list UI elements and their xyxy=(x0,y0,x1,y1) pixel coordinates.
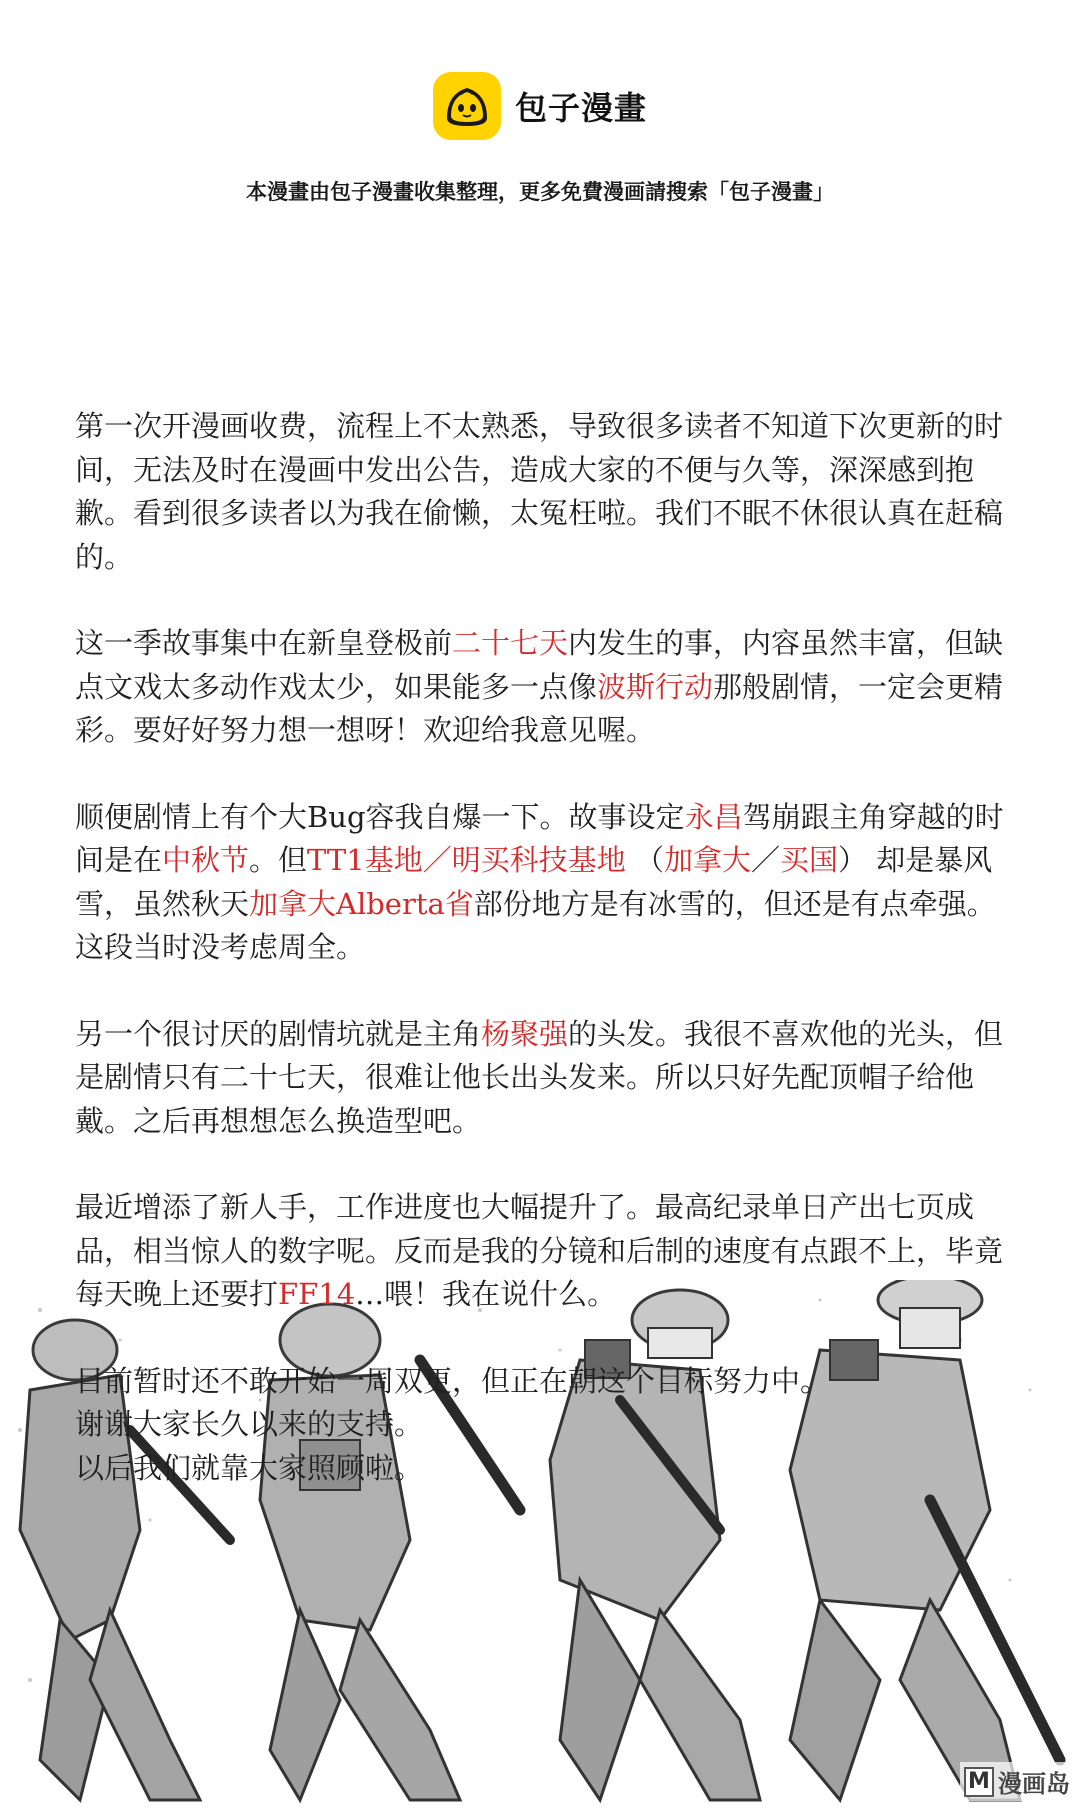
subtitle-notice: 本漫畫由包子漫畫收集整理，更多免費漫画請搜索「包子漫畫」 xyxy=(246,180,834,204)
text-segment: ／ xyxy=(750,843,780,877)
text-segment: 驾崩跟主角穿越的时间是在 xyxy=(75,799,1004,877)
paragraph-6-line-2: 谢谢大家长久以来的支持。 xyxy=(75,1407,424,1441)
paragraph-3 xyxy=(75,796,1015,970)
text-segment: 最近增添了新人手，工作进度也大幅提升了。最高纪录单日产出七页成品，相当惊人的数字呢。反而是我的分镜和后制的速度有点跟不上，毕竟每天晚上还要打 xyxy=(75,1190,1004,1311)
text-segment: 这一季故事集中在新皇登极前 xyxy=(75,626,453,660)
paragraph-6-line-3: 以后我们就靠大家照顾啦。 xyxy=(75,1450,424,1485)
highlight-text: FF14 xyxy=(278,1277,356,1311)
highlight-text: 买国 xyxy=(779,843,838,877)
highlight-text: 二十七天 xyxy=(452,626,569,660)
author-letter xyxy=(75,405,1015,1490)
highlight-text: 加拿大Alberta省 xyxy=(249,886,474,921)
watermark-text: 漫画岛 xyxy=(998,1770,1070,1798)
brand-header xyxy=(0,72,1080,140)
watermark xyxy=(960,1762,1074,1801)
paragraph-1: 第一次开漫画收费，流程上不太熟悉，导致很多读者不知道下次更新的时间，无法及时在漫画中发出公告，造成大家的不便与久等，深深感到抱歉。看到很多读者以为我在偷懒，太冤枉啦。我们不眠不休很认真在赶稿的。 xyxy=(75,409,1004,574)
paragraph-5 xyxy=(75,1186,1015,1317)
text-segment: （ xyxy=(625,843,664,877)
paragraph-2 xyxy=(75,622,1015,753)
watermark-badge: M xyxy=(964,1767,994,1797)
paragraph-6-line-1: 目前暂时还不敢开始一周双更，但正在朝这个目标努力中。 xyxy=(75,1363,830,1398)
text-segment: 的头发。我很不喜欢他的光头，但是剧情只有二十七天，很难让他长出头发来。所以只好先配顶帽子给他戴。之后再想想怎么换造型吧。 xyxy=(75,1016,1004,1138)
paragraph-4 xyxy=(75,1013,1015,1144)
text-segment: …喂！我在说什么。 xyxy=(355,1277,617,1311)
brand-name: 包子漫畫 xyxy=(514,89,647,127)
highlight-text: 波斯行动 xyxy=(597,669,714,704)
text-segment: 另一个很讨厌的剧情坑就是主角 xyxy=(75,1016,482,1051)
text-segment: 。但 xyxy=(249,843,308,877)
text-segment: 内发生的事，内容虽然丰富，但缺点文戏太多动作戏太少，如果能多一点像 xyxy=(75,626,1004,704)
text-segment: ） 却是暴风雪，虽然秋天 xyxy=(75,843,993,921)
bun-mascot-icon xyxy=(433,72,501,140)
highlight-text: 加拿大 xyxy=(663,843,751,877)
highlight-text: 永昌 xyxy=(684,799,743,834)
text-segment: 顺便剧情上有个大Bug容我自爆一下。故事设定 xyxy=(75,799,685,834)
text-segment: 部份地方是有冰雪的，但还是有点牵强。这段当时没考虑周全。 xyxy=(75,886,996,964)
highlight-text: 杨聚强 xyxy=(481,1016,569,1051)
highlight-text: TT1基地／明买科技基地 xyxy=(307,843,626,877)
text-segment: 那般剧情，一定会更精彩。要好好努力想一想呀！欢迎给我意见喔。 xyxy=(75,669,1004,747)
highlight-text: 中秋节 xyxy=(162,843,250,877)
